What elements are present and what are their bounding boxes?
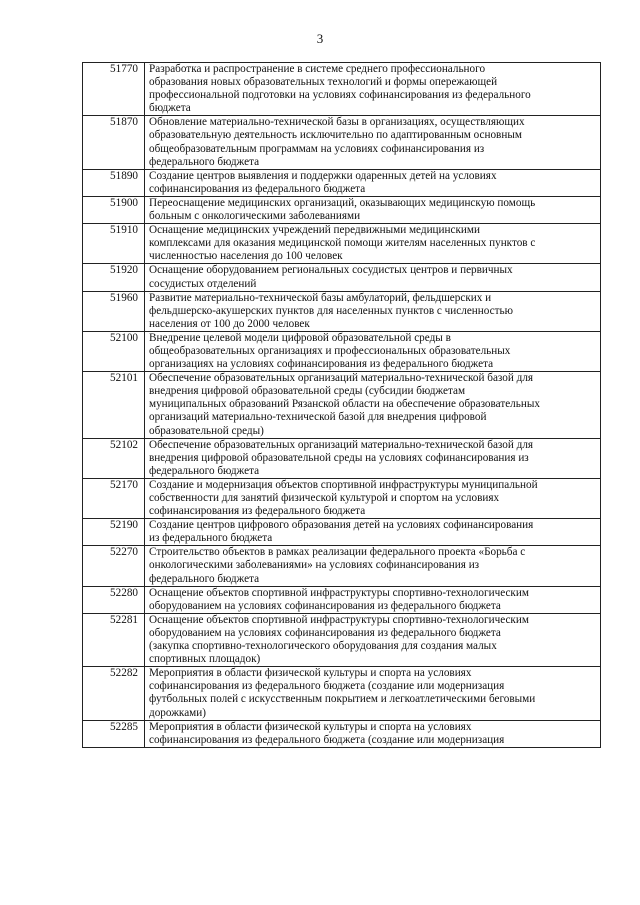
description-line: (закупка спортивно-технологического оборудования для создания малых [149, 640, 497, 653]
description-line: профессиональной подготовки на условиях софинансирования из федерального [149, 89, 531, 102]
description-line: Создание и модернизация объектов спортивной инфраструктуры муниципальной [149, 478, 538, 491]
description-line: софинансирования из федерального бюджета [149, 182, 366, 195]
description-line: федерального бюджета [149, 572, 260, 585]
description-line: Оснащение медицинских учреждений передвижными медицинскими [149, 224, 480, 237]
description-line: футбольных полей с искусственным покрытием и легкоатлетическими беговыми [149, 693, 536, 706]
row-description [145, 372, 601, 438]
table-row [83, 438, 601, 478]
description-line: численностью населения до 100 человек [149, 250, 343, 263]
row-code: 52285 [83, 720, 145, 747]
row-description [145, 331, 601, 371]
description-line: Мероприятия в области физической культуры и спорта на условиях [149, 667, 472, 680]
row-description [145, 63, 601, 116]
row-code: 52170 [83, 478, 145, 518]
row-code: 51960 [83, 291, 145, 331]
table-row [83, 331, 601, 371]
description-line: фельдшерско-акушерских пунктов для населенных пунктов с численностью [149, 304, 513, 317]
row-code: 51770 [83, 63, 145, 116]
row-description [145, 519, 601, 546]
description-line: больным с онкологическими заболеваниями [149, 210, 361, 223]
row-description [145, 224, 601, 264]
table-row [83, 169, 601, 196]
description-line: организациях на условиях софинансирования из федерального бюджета [149, 358, 494, 371]
row-description [145, 546, 601, 586]
row-code: 52270 [83, 546, 145, 586]
description-line: Создание центров выявления и поддержки одаренных детей на условиях [149, 169, 497, 182]
table-row [83, 519, 601, 546]
description-line: онкологическими заболеваниями» на условиях софинансирования из [149, 559, 480, 572]
description-line: оборудованием на условиях софинансирования из федерального бюджета [149, 599, 501, 612]
row-description [145, 478, 601, 518]
description-line: софинансирования из федерального бюджета (создание или модернизация [149, 733, 505, 746]
row-code: 52100 [83, 331, 145, 371]
table-row [83, 546, 601, 586]
table-row [83, 224, 601, 264]
description-line: общеобразовательным программам на условиях софинансирования из [149, 142, 485, 155]
description-line: Мероприятия в области физической культуры и спорта на условиях [149, 720, 472, 733]
description-line: Создание центров цифрового образования детей на условиях софинансирования [149, 519, 534, 532]
description-line: Внедрение целевой модели цифровой образовательной среды в [149, 331, 451, 344]
row-code: 52280 [83, 586, 145, 613]
row-code: 52101 [83, 372, 145, 438]
table-body [83, 63, 601, 748]
page-number: 3 [316, 31, 324, 46]
description-line: Строительство объектов в рамках реализации федерального проекта «Борьба с [149, 546, 526, 559]
description-line: образовательную деятельность исключительно по адаптированным основным [149, 129, 522, 142]
table-row [83, 196, 601, 223]
row-description [145, 291, 601, 331]
description-line: федерального бюджета [149, 155, 260, 168]
description-line: образовательной среды) [149, 424, 264, 437]
description-line: Оснащение оборудованием региональных сосудистых центров и первичных [149, 264, 513, 277]
row-description [145, 196, 601, 223]
description-line: внедрения цифровой образовательной среды на условиях софинансирования из [149, 451, 529, 464]
description-line: сосудистых отделений [149, 277, 257, 290]
description-line: муниципальных образований Рязанской области на обеспечение образовательных [149, 398, 540, 411]
table-row [83, 63, 601, 116]
budget-code-table [82, 62, 601, 748]
description-line: Оснащение объектов спортивной инфраструктуры спортивно-технологическим [149, 613, 529, 626]
row-code: 52282 [83, 667, 145, 720]
description-line: Обеспечение образовательных организаций материально-технической базой для [149, 372, 534, 385]
description-line: образования новых образовательных технологий и формы опережающей [149, 76, 498, 89]
description-line: организаций материально-технической базой для внедрения цифровой [149, 411, 487, 424]
table-row [83, 372, 601, 438]
row-code: 51890 [83, 169, 145, 196]
description-line: федерального бюджета [149, 464, 260, 477]
description-line: Обеспечение образовательных организаций материально-технической базой для [149, 438, 534, 451]
table-row [83, 613, 601, 666]
description-line: дорожками) [149, 706, 206, 719]
row-code: 52281 [83, 613, 145, 666]
row-description [145, 169, 601, 196]
row-code: 52102 [83, 438, 145, 478]
description-line: Обновление материально-технической базы в организациях, осуществляющих [149, 116, 525, 129]
table-row [83, 264, 601, 291]
description-line: спортивных площадок) [149, 653, 261, 666]
description-line: софинансирования из федерального бюджета [149, 505, 366, 518]
table-row [83, 667, 601, 720]
row-code: 51870 [83, 116, 145, 169]
row-code: 52190 [83, 519, 145, 546]
description-line: Развитие материально-технической базы амбулаторий, фельдшерских и [149, 291, 492, 304]
table-row [83, 586, 601, 613]
description-line: внедрения цифровой образовательной среды (субсидии бюджетам [149, 385, 466, 398]
row-description [145, 438, 601, 478]
description-line: Разработка и распространение в системе среднего профессионального [149, 63, 486, 75]
description-line: общеобразовательных организациях и профессиональных образовательных [149, 344, 511, 357]
description-line: из федерального бюджета [149, 532, 273, 545]
description-line: Оснащение объектов спортивной инфраструктуры спортивно-технологическим [149, 586, 529, 599]
description-line: населения от 100 до 2000 человек [149, 317, 310, 330]
description-line: оборудованием на условиях софинансирования из федерального бюджета [149, 626, 501, 639]
row-description [145, 116, 601, 169]
row-description [145, 720, 601, 747]
table-row [83, 720, 601, 747]
description-line: Переоснащение медицинских организаций, оказывающих медицинскую помощь [149, 196, 536, 209]
table-row [83, 478, 601, 518]
description-line: бюджета [149, 102, 191, 115]
description-line: собственности для занятий физической культурой и спортом на условиях [149, 492, 500, 504]
row-description [145, 613, 601, 666]
row-code: 51920 [83, 264, 145, 291]
row-description [145, 667, 601, 720]
table-row [83, 291, 601, 331]
row-description [145, 264, 601, 291]
row-description [145, 586, 601, 613]
description-line: комплексами для оказания медицинской помощи жителям населенных пунктов с [149, 237, 536, 250]
table-row [83, 116, 601, 169]
row-code: 51910 [83, 224, 145, 264]
row-code: 51900 [83, 196, 145, 223]
description-line: софинансирования из федерального бюджета (создание или модернизация [149, 680, 505, 693]
